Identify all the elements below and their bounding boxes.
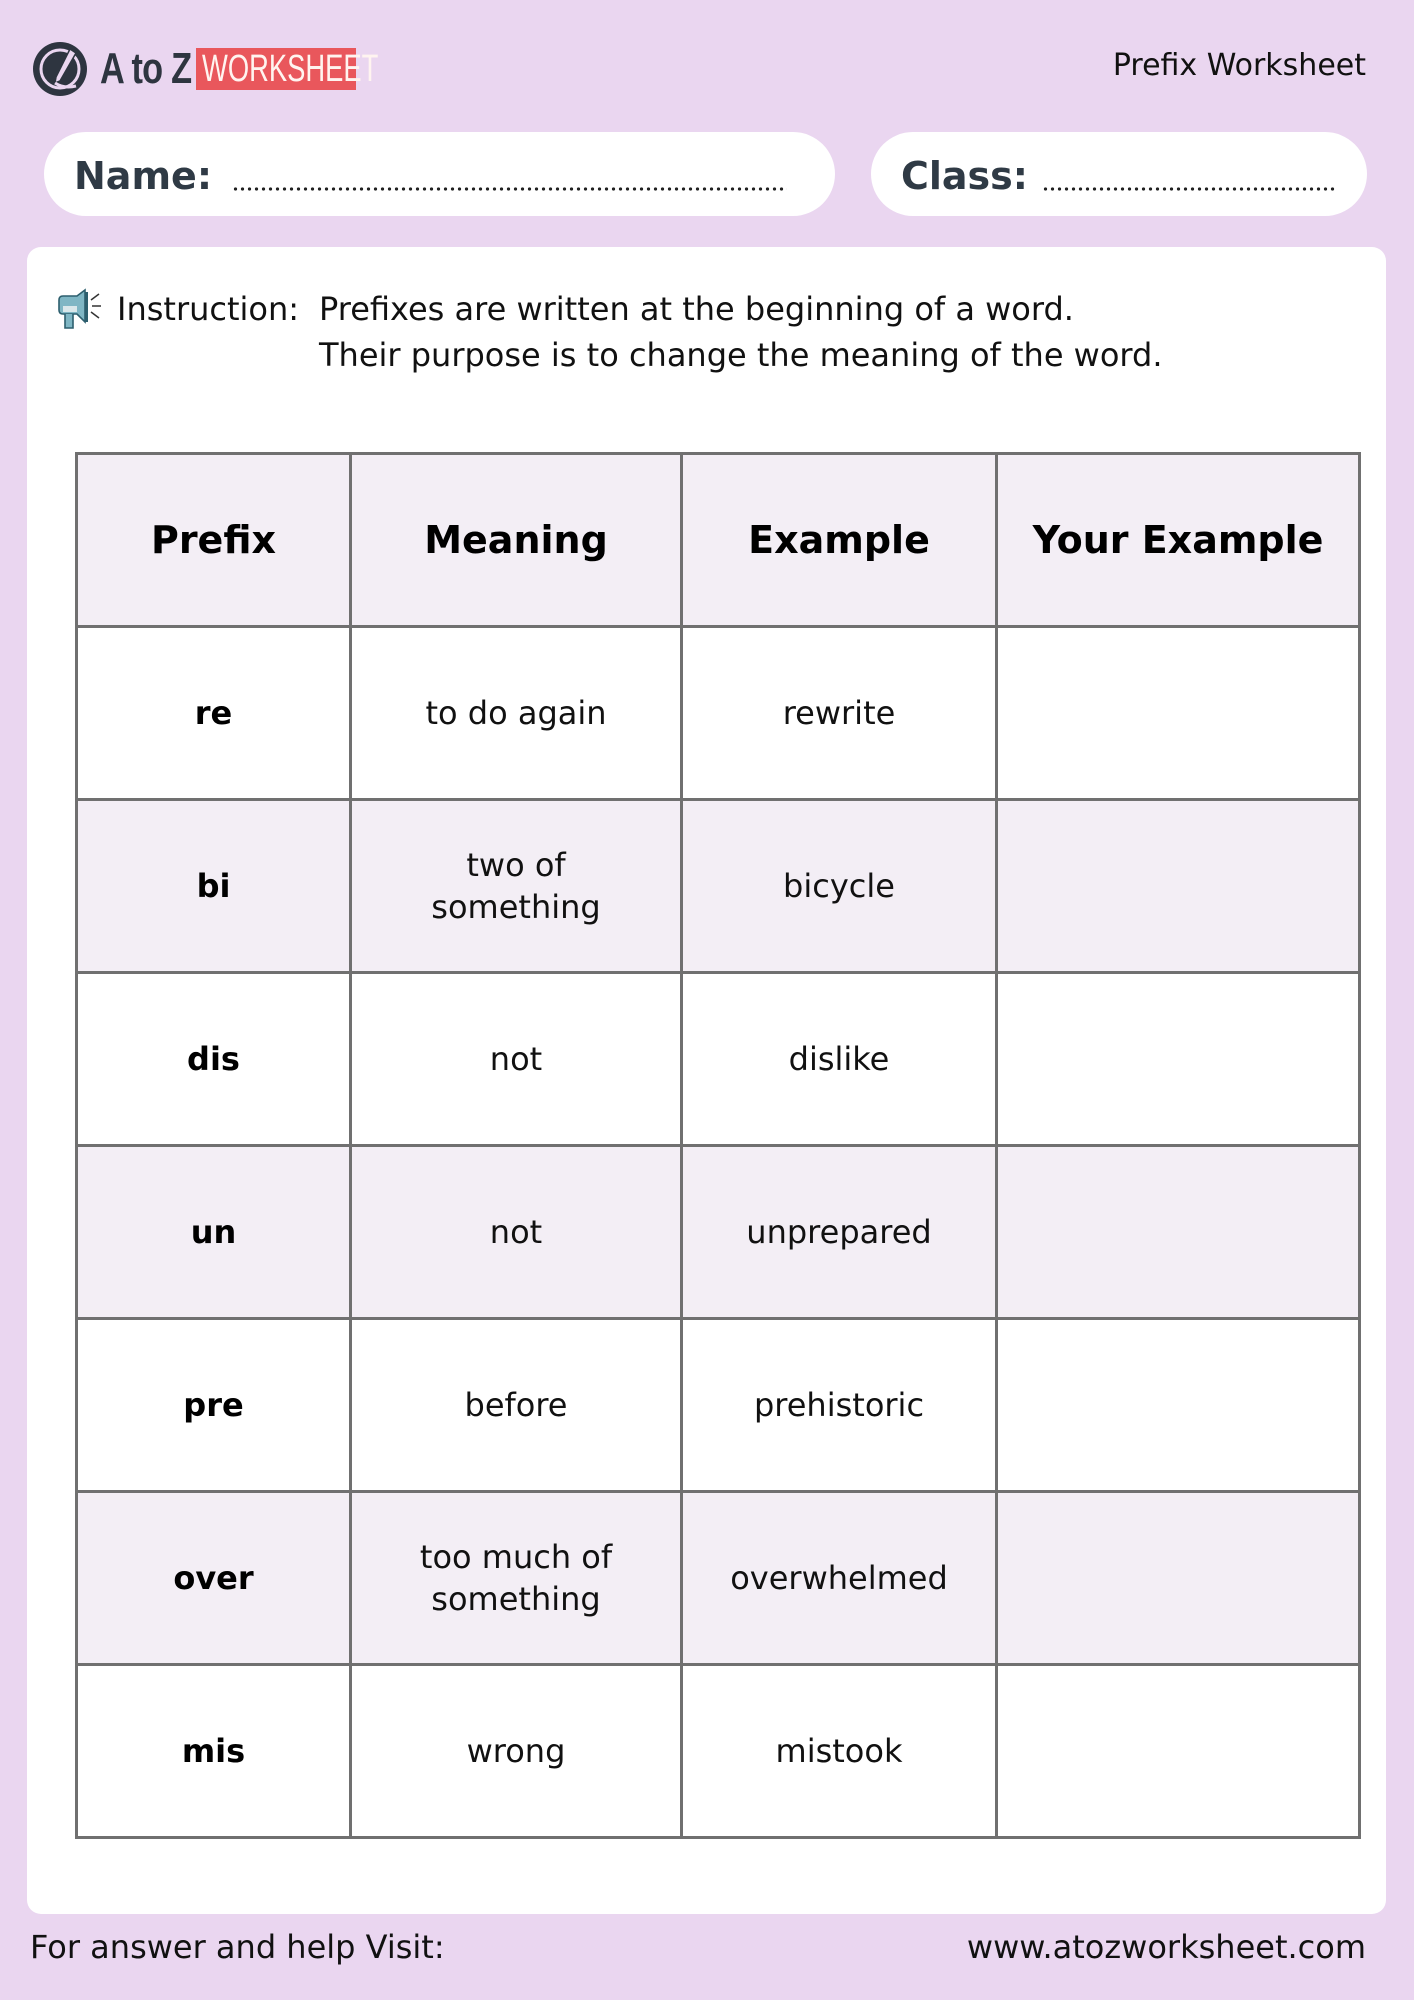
prefix-table	[75, 452, 1361, 1839]
logo-text: A to Z	[100, 44, 192, 93]
class-dotted-line[interactable]	[1042, 187, 1335, 191]
your-example-cell[interactable]	[997, 1146, 1360, 1319]
table-row	[77, 1665, 1360, 1838]
instruction-line: Prefixes are written at the beginning of a word.	[319, 290, 1074, 328]
table-row	[77, 1146, 1360, 1319]
your-example-cell[interactable]	[997, 800, 1360, 973]
example-cell: mistook	[682, 1665, 997, 1838]
table-header-row	[77, 454, 1360, 627]
prefix-cell: over	[77, 1492, 351, 1665]
meaning-cell: wrong	[351, 1665, 682, 1838]
example-cell: dislike	[682, 973, 997, 1146]
footer-help-text: For answer and help Visit:	[30, 1928, 445, 1966]
class-field[interactable]	[871, 132, 1367, 216]
meaning-cell: not	[351, 973, 682, 1146]
your-example-cell[interactable]	[997, 1319, 1360, 1492]
your-example-cell[interactable]	[997, 973, 1360, 1146]
table-row	[77, 973, 1360, 1146]
table-row	[77, 1492, 1360, 1665]
table-row	[77, 627, 1360, 800]
instruction-text	[319, 286, 1163, 378]
column-header-meaning: Meaning	[351, 454, 682, 627]
brand-logo	[30, 38, 379, 100]
example-cell: unprepared	[682, 1146, 997, 1319]
prefix-cell: re	[77, 627, 351, 800]
example-cell: overwhelmed	[682, 1492, 997, 1665]
name-label: Name:	[74, 154, 213, 198]
your-example-cell[interactable]	[997, 1492, 1360, 1665]
megaphone-icon	[55, 288, 105, 332]
example-cell: bicycle	[682, 800, 997, 973]
meaning-text: two of something	[431, 846, 601, 926]
instruction-label: Instruction:	[117, 290, 300, 328]
meaning-cell	[351, 800, 682, 973]
your-example-cell[interactable]	[997, 1665, 1360, 1838]
column-header-your-example: Your Example	[997, 454, 1360, 627]
prefix-cell: dis	[77, 973, 351, 1146]
meaning-cell: to do again	[351, 627, 682, 800]
pen-nib-circle-icon	[30, 39, 90, 99]
meaning-cell: before	[351, 1319, 682, 1492]
column-header-prefix: Prefix	[77, 454, 351, 627]
table-row	[77, 800, 1360, 973]
example-cell: rewrite	[682, 627, 997, 800]
logo-badge: WORKSHEET	[196, 48, 356, 90]
example-cell: prehistoric	[682, 1319, 997, 1492]
your-example-cell[interactable]	[997, 627, 1360, 800]
table-row	[77, 1319, 1360, 1492]
prefix-cell: un	[77, 1146, 351, 1319]
meaning-cell: not	[351, 1146, 682, 1319]
instruction-line: Their purpose is to change the meaning of the word.	[319, 336, 1163, 374]
instruction-block	[55, 286, 1163, 374]
column-header-example: Example	[682, 454, 997, 627]
meaning-cell	[351, 1492, 682, 1665]
meaning-text: too much of something	[419, 1538, 613, 1618]
worksheet-title: Prefix Worksheet	[1112, 48, 1366, 83]
class-label: Class:	[901, 154, 1028, 198]
prefix-cell: bi	[77, 800, 351, 973]
name-dotted-line[interactable]	[232, 187, 787, 191]
footer-website-link[interactable]: www.atozworksheet.com	[966, 1928, 1366, 1966]
prefix-cell: mis	[77, 1665, 351, 1838]
name-field[interactable]	[44, 132, 835, 216]
prefix-cell: pre	[77, 1319, 351, 1492]
